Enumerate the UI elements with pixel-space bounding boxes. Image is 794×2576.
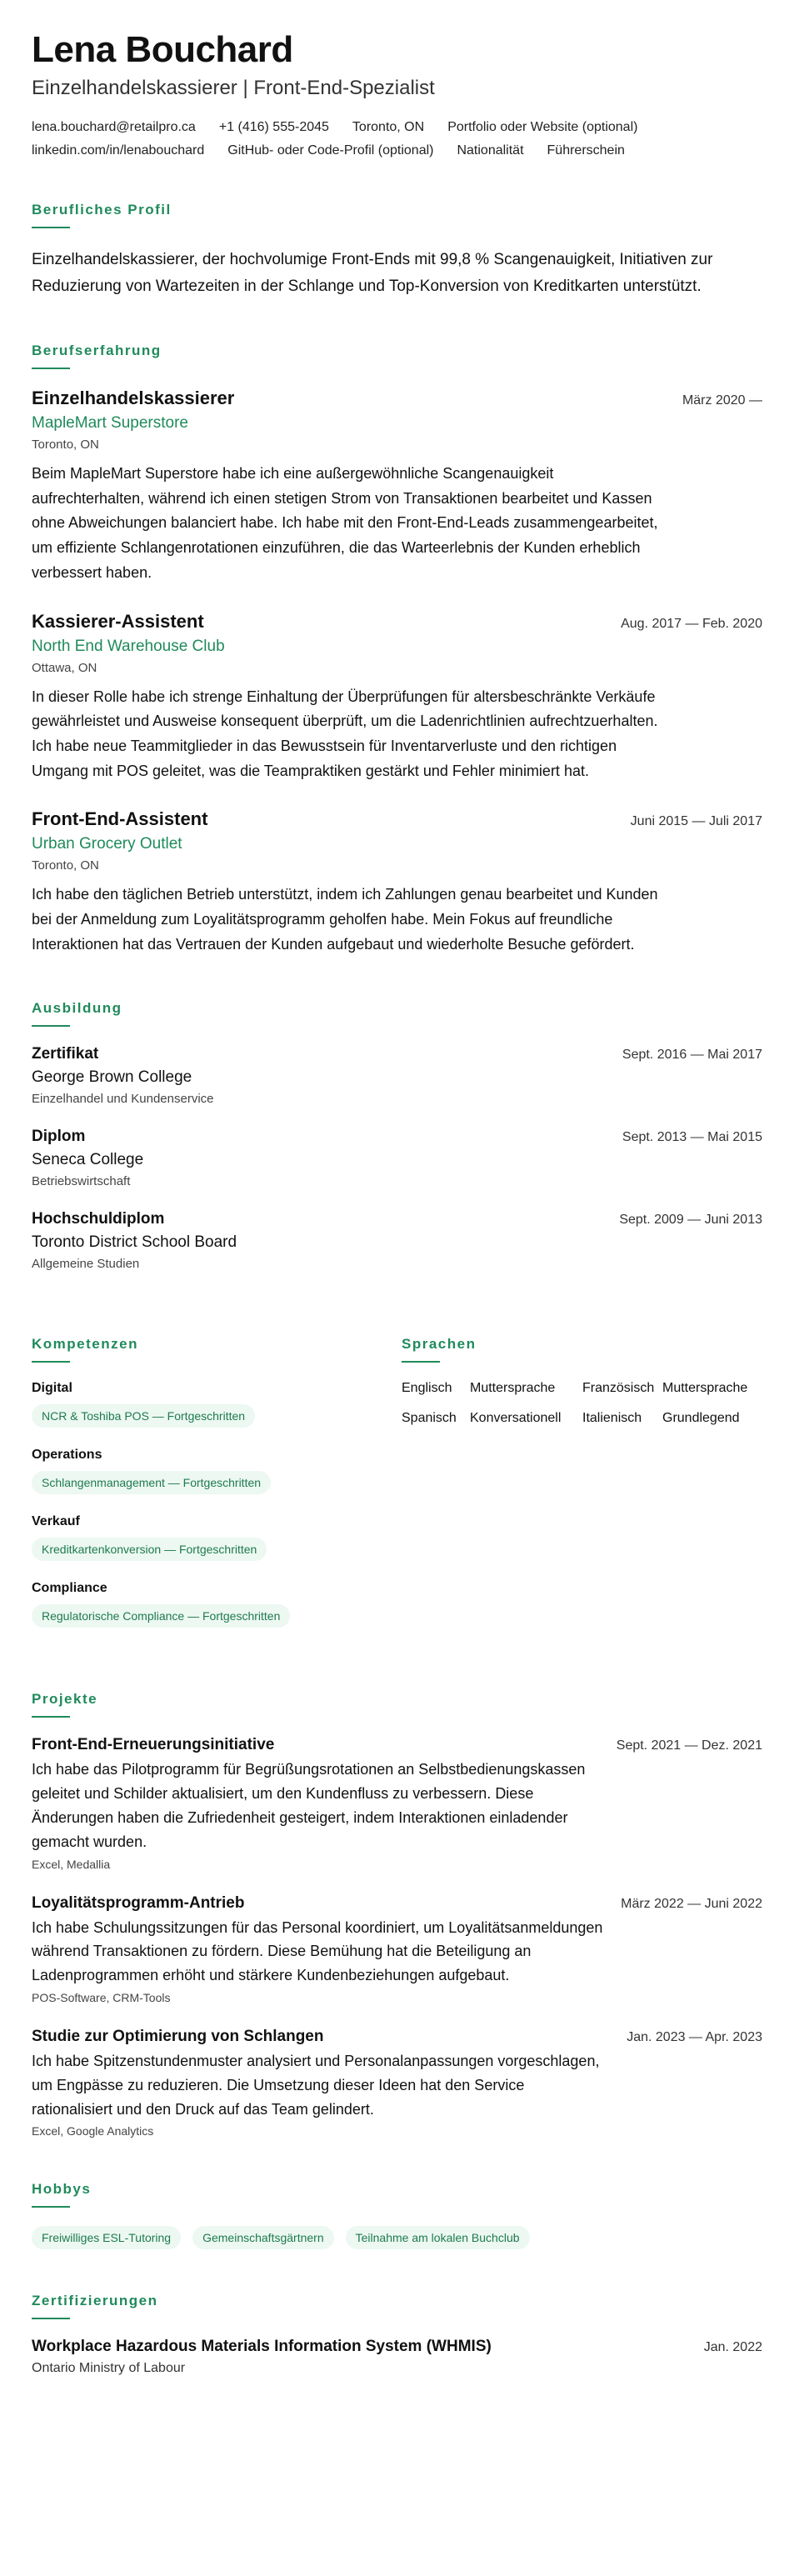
project-title: Studie zur Optimierung von Schlangen [32,2027,324,2045]
skill-pill: Kreditkartenkonversion — Fortgeschritten [32,1538,267,1561]
profile-section-title: Berufliches Profil [32,202,172,218]
edu-school: Seneca College [32,1151,144,1169]
project-dates: Jan. 2023 — Apr. 2023 [627,2029,762,2044]
skill-group [32,1381,402,1428]
contact-list [32,120,762,158]
education-section-title: Ausbildung [32,1000,122,1017]
section-divider [402,1361,440,1363]
job-location: Ottawa, ON [32,660,97,675]
section-divider [32,368,70,369]
certification-date: Jan. 2022 [703,2340,762,2355]
language-level: Grundlegend [662,1411,740,1426]
skills-languages-row [32,1293,762,1648]
job-description: Beim MapleMart Superstore habe ich eine außergewöhnliche Scangenauigkeit aufrechterhalten, während ich einen stetigen Strom von Transaktionen bearbeitet und Kassen ohne Abweichungen balanciert habe. Ich habe mit den Front-End-Leads zusammengearbeitet, um effiziente Schlangenrotationen einzuführen, die das Warteerlebnis der Kunden erheblich verbessert haben. [32,465,658,581]
certifications-section-title: Zertifizierungen [32,2293,158,2309]
skill-category: Compliance [32,1581,107,1596]
language-level: Muttersprache [662,1381,748,1396]
edu-school: George Brown College [32,1068,192,1087]
language-name: Französisch [582,1381,655,1396]
contact-linkedin[interactable]: linkedin.com/in/lenabouchard [32,143,205,158]
job-dates: Juni 2015 — Juli 2017 [630,814,762,829]
edu-field: Einzelhandel und Kundenservice [32,1092,214,1107]
languages-grid [402,1381,762,1426]
education-item [32,1210,762,1271]
section-divider [32,227,70,228]
contact-location: Toronto, ON [352,120,425,135]
experience-item [32,388,762,585]
hobbies-list [32,2226,762,2249]
section-divider [32,2206,70,2208]
project-item [32,1894,762,2004]
job-location: Toronto, ON [32,858,99,873]
contact-license: Führerschein [547,143,625,158]
language-level: Muttersprache [470,1381,556,1396]
project-description: Ich habe das Pilotprogramm für Begrüßungsrotationen an Selbstbedienungskassen geleitet und Schilder aktualisiert, um den Kundenfluss zu verbessern. Diese Änderungen haben die Zufriedenheit gesteigert, indem Interaktionen einladender gemacht wurden. [32,1761,586,1850]
contact-portfolio[interactable]: Portfolio oder Website (optional) [447,120,638,135]
project-description: Ich habe Schulungssitzungen für das Personal koordiniert, um Loyalitätsanmeldungen während Transaktionen zu fördern. Diese Bemühung hat die Beteiligung an Ladenprogrammen erhöht und stärkere Kundenbeziehungen aufgebaut. [32,1918,603,1984]
project-tools: Excel, Medallia [32,1857,111,1871]
education-item [32,1128,762,1188]
hobby-pill: Freiwilliges ESL-Tutoring [32,2226,181,2249]
job-title: Front-End-Assistent [32,808,208,830]
experience-section-title: Berufserfahrung [32,343,162,359]
contact-email[interactable]: lena.bouchard@retailpro.ca [32,120,196,135]
skill-pill: Schlangenmanagement — Fortgeschritten [32,1471,271,1494]
hobby-pill: Gemeinschaftsgärtnern [192,2226,334,2249]
skills-section-title: Kompetenzen [32,1336,138,1353]
languages-column [402,1293,762,1648]
skill-category: Digital [32,1381,72,1396]
language-level: Konversationell [470,1411,562,1426]
project-tools: POS-Software, CRM-Tools [32,1990,171,2004]
experience-item [32,611,762,784]
hobbies-section-title: Hobbys [32,2181,92,2198]
job-description: Ich habe den täglichen Betrieb unterstützt, indem ich Zahlungen genau bearbeitet und Kunden bei der Anmeldung zum Loyalitätsprogramm geholfen habe. Mein Fokus auf freundliche Interaktionen hat das Vertrauen der Kunden aufgebaut und wiederholte Besuche gefördert. [32,886,658,953]
contact-nationality: Nationalität [457,143,524,158]
edu-degree: Hochschuldiplom [32,1210,165,1228]
skill-pill: Regulatorische Compliance — Fortgeschritten [32,1604,290,1628]
job-company: MapleMart Superstore [32,414,188,433]
section-divider [32,2318,70,2319]
project-dates: März 2022 — Juni 2022 [621,1896,762,1911]
project-item [32,1736,762,1870]
candidate-name: Lena Bouchard [32,29,293,70]
language-name: Italienisch [582,1411,642,1426]
job-title: Kassierer-Assistent [32,610,204,632]
project-tools: Excel, Google Analytics [32,2124,154,2138]
contact-phone[interactable]: +1 (416) 555-2045 [218,120,329,135]
job-dates: März 2020 — [682,393,762,408]
profile-summary: Einzelhandelskassierer, der hochvolumige Front-Ends mit 99,8 % Scangenauigkeit, Initiativen zur Reduzierung von Wartezeiten in der Schlange und Top-Konversion von Kreditkarten unterstützt. [32,251,713,295]
project-description: Ich habe Spitzenstundenmuster analysiert und Personalanpassungen vorgeschlagen, um Engpässe zu reduzieren. Die Umsetzung dieser Ideen hat den Service rationalisiert und den Druck auf das Team gelindert. [32,2052,600,2118]
section-divider [32,1025,70,1027]
hobby-pill: Teilnahme am lokalen Buchclub [346,2226,530,2249]
language-name: Englisch [402,1381,452,1396]
edu-field: Betriebswirtschaft [32,1174,131,1189]
skill-group [32,1581,402,1628]
certification-item [32,2338,762,2376]
job-dates: Aug. 2017 — Feb. 2020 [621,616,762,631]
experience-item [32,808,762,957]
edu-degree: Diplom [32,1128,86,1146]
edu-dates: Sept. 2016 — Mai 2017 [622,1048,762,1063]
projects-section-title: Projekte [32,1691,98,1708]
project-title: Front-End-Erneuerungsinitiative [32,1736,275,1754]
skill-group [32,1448,402,1494]
edu-dates: Sept. 2009 — Juni 2013 [619,1213,762,1228]
project-dates: Sept. 2021 — Dez. 2021 [616,1738,762,1753]
job-location: Toronto, ON [32,438,99,453]
edu-school: Toronto District School Board [32,1233,237,1252]
skill-category: Verkauf [32,1514,80,1529]
education-item [32,1045,762,1106]
languages-section-title: Sprachen [402,1336,477,1353]
job-company: Urban Grocery Outlet [32,835,182,853]
contact-github[interactable]: GitHub- oder Code-Profil (optional) [227,143,434,158]
certification-title: Workplace Hazardous Materials Information System (WHMIS) [32,2338,492,2356]
project-item [32,2028,762,2138]
project-title: Loyalitätsprogramm-Antrieb [32,1893,245,1912]
skill-category: Operations [32,1448,102,1463]
language-name: Spanisch [402,1411,457,1426]
edu-degree: Zertifikat [32,1045,99,1063]
job-title: Einzelhandelskassierer [32,388,235,409]
skills-column [32,1293,402,1648]
candidate-headline: Einzelhandelskassierer | Front-End-Spezialist [32,77,435,100]
section-divider [32,1716,70,1718]
certification-issuer: Ontario Ministry of Labour [32,2361,186,2376]
edu-dates: Sept. 2013 — Mai 2015 [622,1130,762,1145]
section-divider [32,1361,70,1363]
edu-field: Allgemeine Studien [32,1257,140,1272]
skill-group [32,1514,402,1561]
job-description: In dieser Rolle habe ich strenge Einhaltung der Überprüfungen für altersbeschränkte Verkäufe gewährleistet und Ausweise konsequent überprüft, um die Ladenrichtlinien aufrechtzuerhalten. Ich habe neue Teammitglieder in das Bewusstsein für Inventarverluste und den richtigen Umgang mit POS geleitet, was die Teampraktiken gestärkt und Fehler minimiert hat. [32,688,658,779]
skill-pill: NCR & Toshiba POS — Fortgeschritten [32,1404,255,1428]
job-company: North End Warehouse Club [32,637,225,655]
